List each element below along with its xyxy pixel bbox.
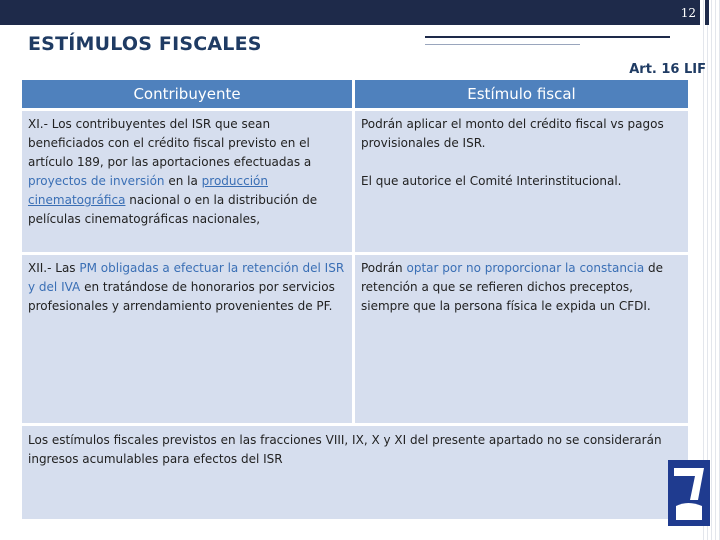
title-rule bbox=[425, 36, 670, 38]
row2-right-highlight: optar por no proporcionar la constancia bbox=[406, 261, 645, 275]
top-bar bbox=[0, 0, 700, 25]
slide-title: ESTÍMULOS FISCALES bbox=[28, 33, 262, 55]
row1-left-text-1: XI.- Los contribuyentes del ISR que sean beneficiados con el crédito fiscal previsto en el artículo 189, por las aportaciones efectuadas a bbox=[28, 117, 312, 169]
row2-right-text-2: de retención a que se refieren dichos preceptos, siempre que la persona física le expida un CFDI. bbox=[361, 261, 664, 313]
right-edge-accent bbox=[705, 0, 709, 25]
row2-left-highlight: PM obligadas a efectuar la retención del ISR y del IVA bbox=[28, 261, 345, 294]
institution-logo-icon bbox=[668, 460, 710, 526]
title-rule-secondary bbox=[425, 44, 580, 45]
header-contribuyente: Contribuyente bbox=[22, 80, 352, 108]
row1-left-text-3: nacional o en la distribución de películas cinematográficas nacionales, bbox=[28, 193, 318, 226]
article-reference: Art. 16 LIF bbox=[629, 62, 706, 77]
row2-contribuyente-cell bbox=[22, 255, 352, 423]
row1-right-paragraph-2: El que autorice el Comité Interinstitucional. bbox=[361, 174, 622, 188]
slide-number: 12 bbox=[680, 6, 696, 20]
row1-left-highlight-1: proyectos de inversión bbox=[28, 174, 165, 188]
row1-estimulo-cell bbox=[355, 111, 688, 252]
row2-left-text-1: XII.- Las bbox=[28, 261, 80, 275]
row1-left-text-2: en la bbox=[164, 174, 202, 188]
row2-estimulo-cell bbox=[355, 255, 688, 423]
row1-left-highlight-2: producción cinematográfica bbox=[28, 174, 268, 207]
footer-note-cell: Los estímulos fiscales previstos en las fracciones VIII, IX, X y XI del presente apartado no se considerarán ingresos acumulables para efectos del ISR bbox=[22, 426, 688, 519]
row2-right-text-1: Podrán bbox=[361, 261, 407, 275]
header-estimulo-fiscal: Estímulo fiscal bbox=[355, 80, 688, 108]
row2-left-text-2: en tratándose de honorarios por servicios profesionales y arrendamiento provenientes de PF. bbox=[28, 280, 335, 313]
row1-contribuyente-cell bbox=[22, 111, 352, 252]
row1-right-paragraph-1: Podrán aplicar el monto del crédito fiscal vs pagos provisionales de ISR. bbox=[361, 117, 664, 150]
right-edge-decoration bbox=[700, 0, 720, 540]
